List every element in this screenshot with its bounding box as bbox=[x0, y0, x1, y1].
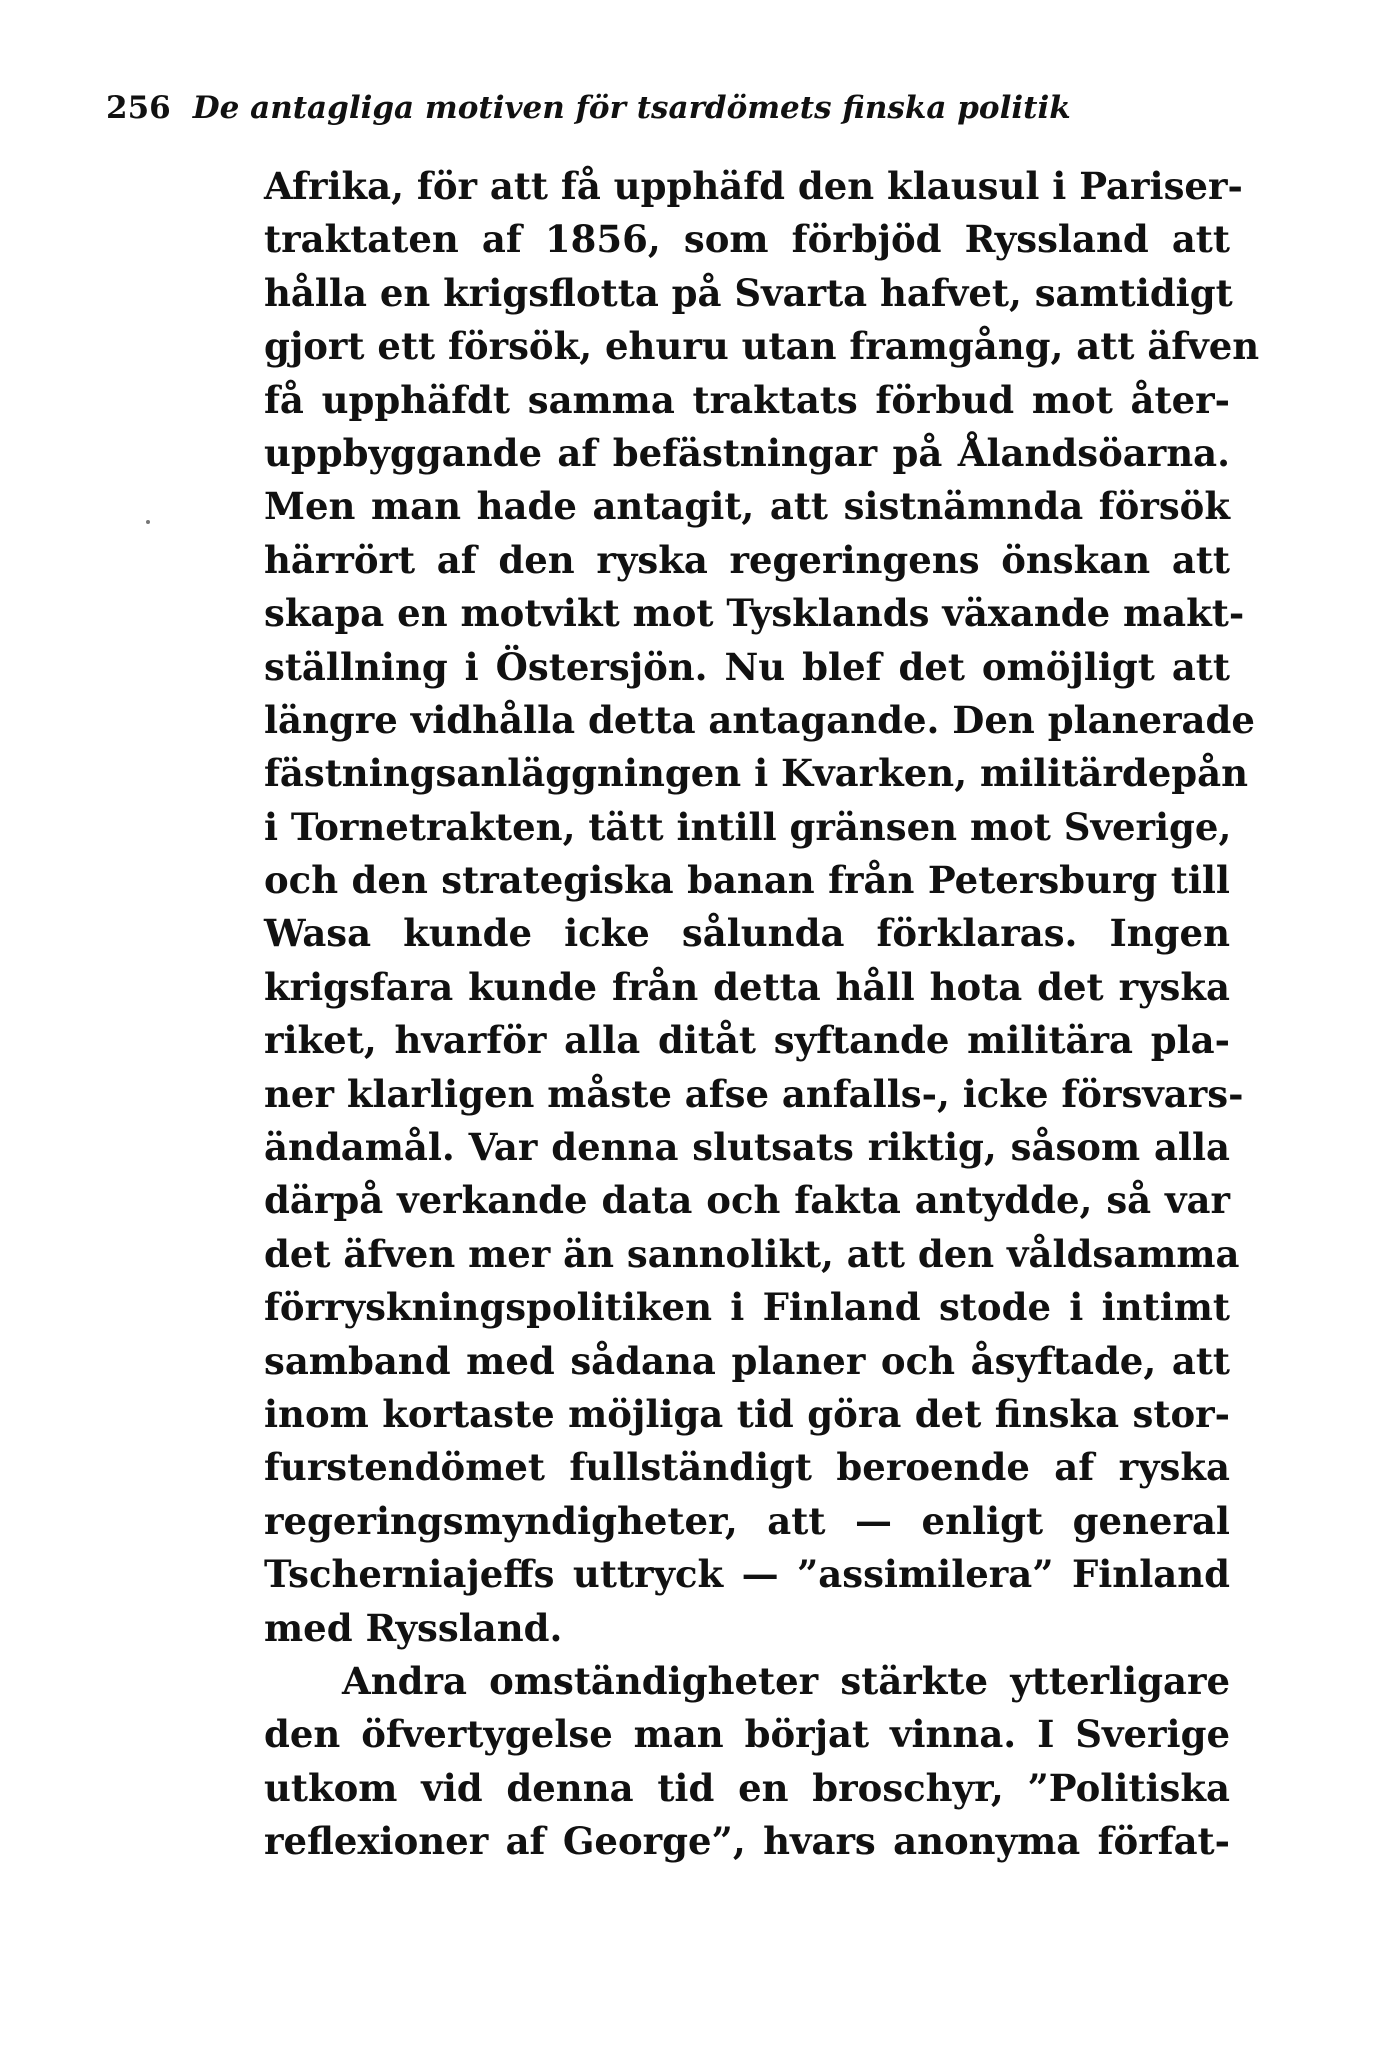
text-line: i Tornetrakten, tätt intill gränsen mot Sverige, bbox=[264, 804, 1232, 849]
text-line: ställning i Östersjön. Nu blef det omöjligt att bbox=[264, 644, 1230, 689]
text-line: det äfven mer än sannolikt, att den våldsamma bbox=[264, 1231, 1240, 1276]
text-line: ner klarligen måste afse anfalls-, icke försvars- bbox=[264, 1071, 1244, 1116]
running-head-title: De antagliga motiven för tsardömets finska politik bbox=[192, 90, 1071, 126]
text-line: skapa en motvikt mot Tysklands växande makt- bbox=[264, 591, 1245, 636]
text-line: Men man hade antagit, att sistnämnda försök bbox=[264, 484, 1230, 529]
text-line: Tscherniajeffs uttryck — ”assimilera” Finland bbox=[264, 1552, 1230, 1597]
text-line: inom kortaste möjliga tid göra det finska stor- bbox=[264, 1391, 1230, 1436]
text-line: furstendömet fullständigt beroende af ryska bbox=[264, 1445, 1230, 1490]
text-line: och den strategiska banan från Petersburg till bbox=[264, 858, 1230, 903]
text-line: fästningsanläggningen i Kvarken, militärdepån bbox=[264, 751, 1249, 796]
text-line: regeringsmyndigheter, att — enligt general bbox=[264, 1498, 1230, 1543]
text-line: utkom vid denna tid en broschyr, ”Politiska bbox=[264, 1765, 1230, 1810]
text-line: uppbyggande af befästningar på Ålandsöarna. bbox=[264, 430, 1230, 475]
text-line: hålla en krigsflotta på Svarta hafvet, samtidigt bbox=[264, 270, 1233, 315]
text-line: få upphäfdt samma traktats förbud mot åter- bbox=[264, 377, 1230, 422]
text-line: därpå verkande data och fakta antydde, så var bbox=[264, 1178, 1230, 1223]
text-line: Wasa kunde icke sålunda förklaras. Ingen bbox=[264, 911, 1230, 956]
text-line: krigsfara kunde från detta håll hota det ryska bbox=[264, 964, 1230, 1009]
paragraph-first-line: Andra omständigheter stärkte ytterligare bbox=[342, 1658, 1230, 1703]
text-line: förryskningspolitiken i Finland stode i intimt bbox=[264, 1285, 1230, 1330]
text-line: Afrika, för att få upphäfd den klausul i Pariser- bbox=[264, 164, 1243, 208]
text-line: gjort ett försök, ehuru utan framgång, att äfven bbox=[264, 324, 1260, 369]
text-line: härrört af den ryska regeringens önskan att bbox=[264, 537, 1230, 582]
running-head bbox=[106, 88, 1246, 128]
body-text bbox=[264, 160, 1260, 1869]
print-speck bbox=[146, 520, 150, 524]
text-line: riket, hvarför alla ditåt syftande militära pla- bbox=[264, 1018, 1230, 1063]
text-line: den öfvertygelse man börjat vinna. I Sverige bbox=[264, 1712, 1230, 1757]
text-line: traktaten af 1856, som förbjöd Ryssland att bbox=[264, 217, 1230, 262]
text-line: längre vidhålla detta antagande. Den planerade bbox=[264, 697, 1255, 742]
text-line: reflexioner af George”, hvars anonyma förfat- bbox=[264, 1819, 1230, 1864]
page-number: 256 bbox=[106, 90, 171, 126]
text-line: samband med sådana planer och åsyftade, att bbox=[264, 1338, 1230, 1383]
text-line: ändamål. Var denna slutsats riktig, såsom alla bbox=[264, 1125, 1230, 1170]
paragraph-last-line: med Ryssland. bbox=[264, 1605, 563, 1650]
